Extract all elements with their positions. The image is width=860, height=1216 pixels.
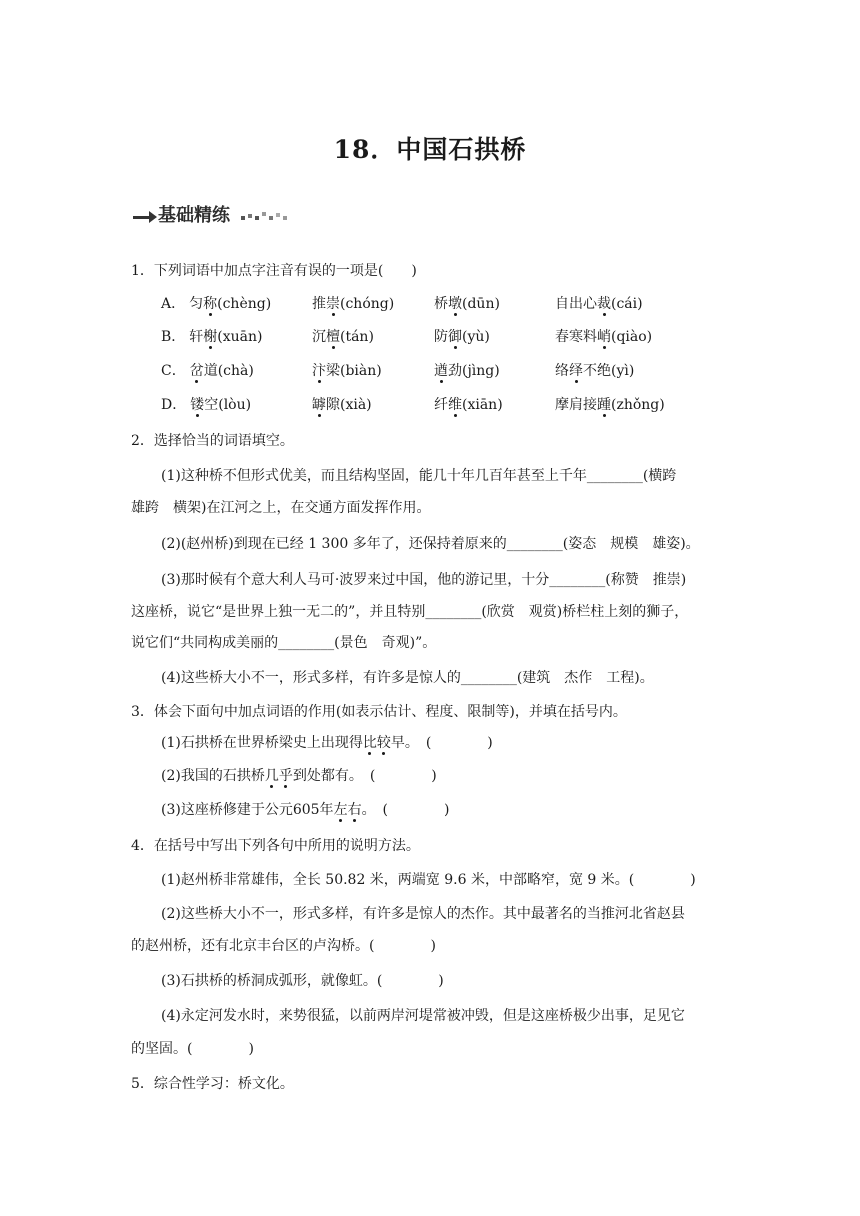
q2-s3b: 这座桥，说它“是世界上独一无二的”，并且特别________(欣赏 观赏)桥栏柱上刻的狮子，: [131, 604, 689, 620]
q1-option-label: A．: [161, 296, 186, 312]
q3-s1: (1)石拱桥在世界桥梁史上出现得比较早。 ( ): [161, 735, 493, 751]
q2-stem: 2．选择恰当的词语填空。: [131, 433, 294, 449]
q2-s1b: 雄跨 横架)在江河之上，在交通方面发挥作用。: [131, 500, 431, 516]
q1-option-label: C．: [161, 363, 186, 379]
q1-option-a-4: 自出心裁(cái): [555, 296, 643, 312]
q1-option-label: B．: [161, 329, 186, 345]
q3-s3: (3)这座桥修建于公元605年左右。 ( ): [161, 802, 450, 818]
q5-stem: 5．综合性学习：桥文化。: [131, 1076, 294, 1092]
q1-option-d-2: 罅隙(xià): [312, 397, 372, 413]
q4-s4b: 的坚固。( ): [131, 1041, 254, 1057]
q4-s4a: (4)永定河发水时，来势很猛，以前两岸河堤常被冲毁，但是这座桥极少出事，足见它: [161, 1008, 685, 1024]
q1-option-d-3: 纤维(xiān): [434, 397, 503, 413]
q1-option-d-1: D． 镂空(lòu): [161, 397, 252, 413]
q1-option-c-3: 遒劲(jìng): [434, 363, 500, 379]
section-banner-label: 基础精练: [158, 205, 230, 226]
q2-s3a: (3)那时候有个意大利人马可·波罗来过中国，他的游记里，十分________(称赞 推崇): [161, 572, 687, 588]
q3-s2: (2)我国的石拱桥几乎到处都有。 ( ): [161, 768, 437, 784]
q1-option-b-4: 春寒料峭(qiào): [555, 329, 653, 345]
q1-option-c-1: C． 岔道(chà): [161, 363, 254, 379]
q1-option-a-2: 推崇(chóng): [312, 296, 395, 312]
q1-option-b-1: B． 轩榭(xuān): [161, 329, 263, 345]
q2-s4: (4)这些桥大小不一，形式多样，有许多是惊人的________(建筑 杰作 工程)。: [161, 670, 654, 686]
q3-stem: 3．体会下面句中加点词语的作用(如表示估计、程度、限制等)，并填在括号内。: [131, 704, 627, 720]
q4-s2b: 的赵州桥，还有北京丰台区的卢沟桥。( ): [131, 938, 436, 954]
q1-option-a-3: 桥墩(dūn): [434, 296, 500, 312]
q2-s3c: 说它们“共同构成美丽的________(景色 奇观)”。: [131, 635, 437, 651]
q1-option-b-2: 沉檀(tán): [312, 329, 374, 345]
page-title: 18．中国石拱桥: [333, 135, 527, 164]
q1-option-a-1: A． 匀称(chèng): [161, 296, 272, 312]
q1-option-b-3: 防御(yù): [434, 329, 490, 345]
q2-s1a: (1)这种桥不但形式优美，而且结构坚固，能几十年几百年甚至上千年________(横跨: [161, 468, 677, 484]
q4-stem: 4．在括号中写出下列各句中所用的说明方法。: [131, 838, 420, 854]
q2-s2: (2)(赵州桥)到现在已经 1 300 多年了，还保持着原来的________(姿态 规模 雄姿)。: [161, 536, 700, 552]
q4-s2a: (2)这些桥大小不一，形式多样，有许多是惊人的杰作。其中最著名的当推河北省赵县: [161, 906, 685, 922]
q4-s1: (1)赵州桥非常雄伟，全长 50.82 米，两端宽 9.6 米，中部略窄，宽 9 米。( ): [161, 872, 696, 888]
q4-s3: (3)石拱桥的桥洞成弧形，就像虹。( ): [161, 973, 444, 989]
q1-stem: 1．下列词语中加点字注音有误的一项是( ): [131, 263, 417, 279]
q1-option-c-4: 络绎不绝(yì): [555, 363, 635, 379]
q1-option-label: D．: [161, 397, 187, 413]
q1-option-d-4: 摩肩接踵(zhǒng): [555, 397, 665, 413]
q1-option-c-2: 汴梁(biàn): [312, 363, 382, 379]
